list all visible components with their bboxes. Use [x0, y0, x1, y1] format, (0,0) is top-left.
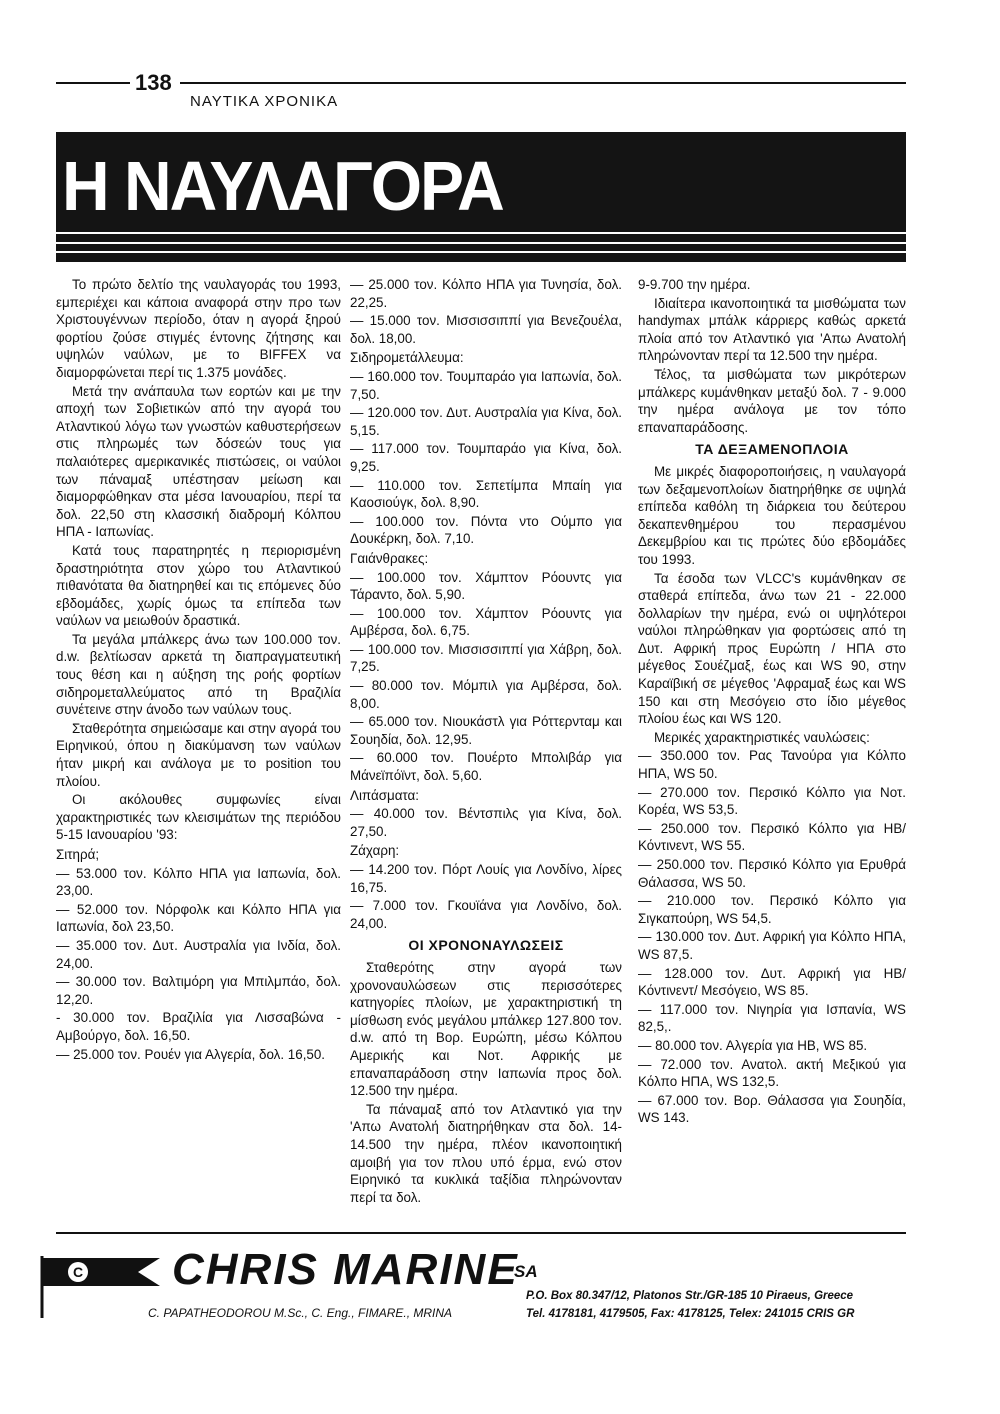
paragraph: Οι ακόλουθες συμφωνίες είναι χαρακτηριστικές των κλεισιμάτων της περιόδου 5-15 Ιανουαρίου '93:	[56, 792, 341, 843]
column-2	[350, 276, 622, 1207]
list-item: — 35.000 τον. Δυτ. Αυστραλία για Ινδία, δολ. 24,00.	[56, 937, 341, 971]
list-item: — 117.000 τον. Νιγηρία για Ισπανία, WS 82,5,.	[638, 1001, 906, 1035]
list-item: — 30.000 τον. Βαλτιμόρη για Μπιλμπάο, δολ. 12,20.	[56, 974, 341, 1007]
list-item: — 100.000 τον. Χάμπτον Ρόουντς για Τάραντο, δολ. 5,90.	[350, 569, 622, 603]
paragraph: Μετά την ανάπαυλα των εορτών και με την αποχή των Σοβιετικών από την αγορά του Ατλαντικού λόγω των γνωστών καθυστερήσεων στις πληρωμές των δόσεών τους για παλαιότερες αμερικανικές πιστώσεις, οι ναύλοι των πάναμαξ υπέστησαν μείωση και διαμορφώθηκαν στα μέσα Ιανουαρίου, περί τα δολ. 22,50 στη κλασσική διαδρομή Κόλπου ΗΠΑ - Ιαπωνίας.	[56, 383, 341, 540]
advert-person: C. PAPATHEODOROU M.Sc., C. Eng., FIMARE., MRINA	[148, 1306, 453, 1320]
paragraph: Τέλος, τα μισθώματα των μικρότερων μπάλκερς κυμάνθηκαν μεταξύ δολ. 7 - 9.000 την ημέρα ανάλογα με τον τόπο επαναπαράδοσης.	[638, 366, 906, 435]
list-item: — 100.000 τον. Μισσισσιππί για Χάβρη, δολ. 7,25.	[350, 641, 622, 675]
list-item: — 60.000 τον. Πουέρτο Μπολιβάρ για Μάνεϊπόϊντ, δολ. 5,60.	[350, 750, 622, 784]
section-title: ΝΑΥΤΙΚΑ ΧΡΟΝΙΚΑ	[190, 93, 339, 110]
list-item: — 128.000 τον. Δυτ. Αφρική για ΗΒ/ Κόντινεντ/ Μεσόγειο, WS 85.	[638, 965, 906, 999]
advert-phones: Tel. 4178181, 4179505, Fax: 4178125, Telex: 241015 CRIS GR	[526, 1308, 855, 1320]
category-label: Ζάχαρη:	[350, 843, 400, 859]
list-item: — 350.000 τον. Ρας Τανούρα για Κόλπο ΗΠΑ, WS 50.	[638, 748, 906, 782]
company-name: CHRIS MARINE	[172, 1245, 519, 1294]
paragraph: Μερικές χαρακτηριστικές ναυλώσεις:	[654, 729, 870, 745]
company-suffix: SA	[514, 1262, 538, 1281]
list-item: — 100.000 τον. Πόντα ντο Ούμπο για Δουκέρκη, δολ. 7,10.	[350, 513, 622, 547]
list-item: — 40.000 τον. Βέντσπιλς για Κίνα, δολ. 27,50.	[350, 806, 622, 839]
paragraph: Κατά τους παρατηρητές η περιορισμένη δραστηριότητα στον χώρο του Ατλαντικού πιθανότατα θα διατηρηθεί και τις επόμενες δύο εβδομάδες, χωρίς όμως τα επίπεδα των ναύλων να μειωθούν δραστικά.	[56, 542, 341, 629]
paragraph: Το πρώτο δελτίο της ναυλαγοράς του 1993, εμπεριέχει και κάποια αναφορά στην προ των Χριστουγέννων περίοδο, όταν η αγορά ξηρού φορτίου ζούσε στιγμές έντονης ζήτησης και υψηλών ναύλων, με το BIFFEX να διαμορφώνεται περί τις 1.375 μονάδες.	[56, 277, 341, 380]
page-number: 138	[135, 70, 172, 95]
list-item: — 53.000 τον. Κόλπο ΗΠΑ για Ιαπωνία, δολ. 23,00.	[56, 865, 341, 899]
paragraph: Τα πάναμαξ από τον Ατλαντικό για την 'Απω Ανατολή διατηρήθηκαν στα δολ. 14-14.500 την ημέρα, πλέον ικανοποιητική αμοιβή για τον πλου υπό έρμα, ενώ στον Ειρηνικό τα κυκλικά ταξίδια πληρώνονταν περί τα δολ.	[350, 1101, 622, 1205]
list-item: 9-9.700 την ημέρα.	[638, 277, 751, 292]
advert-address: P.O. Box 80.347/12, Platonos Str./GR-185 10 Piraeus, Greece	[526, 1290, 854, 1302]
list-item: — 110.000 τον. Σεπετίμπα Μπαίη για Καοσιούγκ, δολ. 8,90.	[350, 477, 622, 511]
list-item: — 67.000 τον. Βορ. Θάλασσα για Σουηδία, WS 143.	[638, 1092, 906, 1126]
flag-letter: C	[72, 1264, 84, 1280]
category-label: Γαιάνθρακες:	[350, 550, 429, 566]
list-item: — 120.000 τον. Δυτ. Αυστραλία για Κίνα, δολ. 5,15.	[350, 405, 622, 438]
list-item: — 210.000 τον. Περσικό Κόλπο για Σιγκαπούρη, WS 54,5.	[638, 893, 906, 926]
paragraph: Σταθερότητα σημειώσαμε και στην αγορά του Ειρηνικού, όπου η διακύμανση των ναύλων ήταν μικρή και ανάλογα με το position του πλοίου.	[56, 720, 341, 789]
list-item: — 7.000 τον. Γκουϊάνα για Λονδίνο, δολ. 24,00.	[350, 898, 622, 931]
banner-stripe	[56, 251, 906, 253]
list-item: — 160.000 τον. Τουμπαράο για Ιαπωνία, δολ. 7,50.	[350, 368, 622, 402]
list-item: — 25.000 τον. Κόλπο ΗΠΑ για Τυνησία, δολ. 22,25.	[350, 277, 622, 310]
list-item: — 117.000 τον. Τουμπαράο για Κίνα, δολ. 9,25.	[350, 441, 622, 474]
flag-logo-icon	[34, 1252, 164, 1322]
list-item: — 270.000 τον. Περσικό Κόλπο για Νοτ. Κορέα, WS 53,5.	[638, 784, 906, 818]
list-item: — 80.000 τον. Αλγερία για ΗΒ, WS 85.	[638, 1037, 868, 1053]
header-rule-left	[56, 82, 130, 84]
subheading: ΤΑ ΔΕΞΑΜΕΝΟΠΛΟΙΑ	[695, 441, 849, 458]
column-3	[638, 276, 906, 1128]
banner-stripe	[56, 242, 906, 244]
banner-stripe	[56, 232, 906, 234]
paragraph: Τα μεγάλα μπάλκερς άνω των 100.000 τον. d.w. βελτίωσαν αρκετά τη διαπραγματευτική τους θέση και η αύξηση της ροής φορτίων σιδηρομεταλλεύματος από τη Βραζιλία συνέτεινε στην άνοδο των ναύλων τους.	[56, 631, 341, 718]
advert-rule	[56, 1232, 906, 1234]
category-label: Σιδηρομετάλλευμα:	[350, 350, 464, 366]
list-item: — 14.200 τον. Πόρτ Λουίς για Λονδίνο, λίρες 16,75.	[350, 862, 622, 895]
category-label: Λιπάσματα:	[350, 787, 419, 803]
paragraph: Ιδιαίτερα ικανοποιητικά τα μισθώματα των handymax μπάλκ κάρριερς καθώς αρκετά πλοία από τον Ατλαντικό για 'Απω Ανατολή πληρώνονταν περί τα 12.500 την ημέρα.	[638, 295, 906, 364]
paragraph: Με μικρές διαφοροποιήσεις, η ναυλαγορά των δεξαμενοπλοίων διατηρήθηκε σε υψηλά επίπεδα καθόλη τη διάρκεια του δεύτερου δεκαπενθημέρου του περασμένου Δεκεμβρίου και τις πρώτες δύο εβδομάδες του 1993.	[638, 463, 906, 567]
list-item: — 72.000 τον. Ανατολ. ακτή Μεξικού για Κόλπο ΗΠΑ, WS 132,5.	[638, 1056, 906, 1090]
list-item: — 25.000 τον. Ρουέν για Αλγερία, δολ. 16,50.	[56, 1046, 326, 1062]
list-item: — 65.000 τον. Νιουκάστλ για Ρόττερνταμ και Σουηδία, δολ. 12,95.	[350, 714, 622, 747]
paragraph: Σταθερότης στην αγορά των χρονοναυλώσεων στις περισσότερες κατηγορίες πλοίων, με χαρακτηριστική τη μίσθωση ενός μεγάλου μπάλκερ 127.800 τον. d.w. από τη Βορ. Ευρώπη, μέσω Κόλπου Αμερικής και Νοτ. Αφρικής με επαναπαράδοση στην Ιαπωνία προς δολ. 12.500 την ημέρα.	[350, 959, 622, 1099]
subheading: ΟΙ ΧΡΟΝΟΝΑΥΛΩΣΕΙΣ	[408, 937, 564, 954]
list-item: — 100.000 τον. Χάμπτον Ρόουντς για Αμβέρσα, δολ. 6,75.	[350, 605, 622, 639]
banner-title: Η ΝΑΥΛΑΓΟΡΑ	[62, 147, 503, 225]
category-label: Σιτηρά;	[56, 847, 100, 862]
header-rule-right	[180, 82, 906, 84]
list-item: — 80.000 τον. Μόμπιλ για Αμβέρσα, δολ. 8,00.	[350, 678, 622, 711]
list-item: — 250.000 τον. Περσικό Κόλπο για ΗΒ/ Κόντινεντ, WS 55.	[638, 820, 906, 854]
list-item: - 30.000 τον. Βραζιλία για Λισσαβώνα - Αμβούργο, δολ. 16,50.	[56, 1010, 341, 1043]
paragraph: Τα έσοδα των VLCC's κυμάνθηκαν σε σταθερά επίπεδα, άνω των 21 - 22.000 δολλαρίων την ημέρα, ενώ οι υψηλότεροι ναύλοι πληρώθηκαν για φορτώσεις από τη Δυτ. Αφρική προς Ευρώπη / ΗΠΑ στο μέγεθος Σουέζμαξ, έως και WS 90, στην Καραϊβική σε μέγεθος 'Αφραμαξ έως και WS 150 και στη Μεσόγειο στο ίδιο μέγεθος πλοίου έως και WS 120.	[638, 570, 906, 727]
list-item: — 130.000 τον. Δυτ. Αφρική για Κόλπο ΗΠΑ, WS 87,5.	[638, 929, 906, 962]
list-item: — 15.000 τον. Μισσισσιππί για Βενεζουέλα, δολ. 18,00.	[350, 313, 622, 346]
list-item: — 52.000 τον. Νόρφολκ και Κόλπο ΗΠΑ για Ιαπωνία, δολ 23,50.	[56, 901, 341, 935]
list-item: — 250.000 τον. Περσικό Κόλπο για Ερυθρά Θάλασσα, WS 50.	[638, 857, 906, 890]
column-1	[56, 276, 341, 1064]
